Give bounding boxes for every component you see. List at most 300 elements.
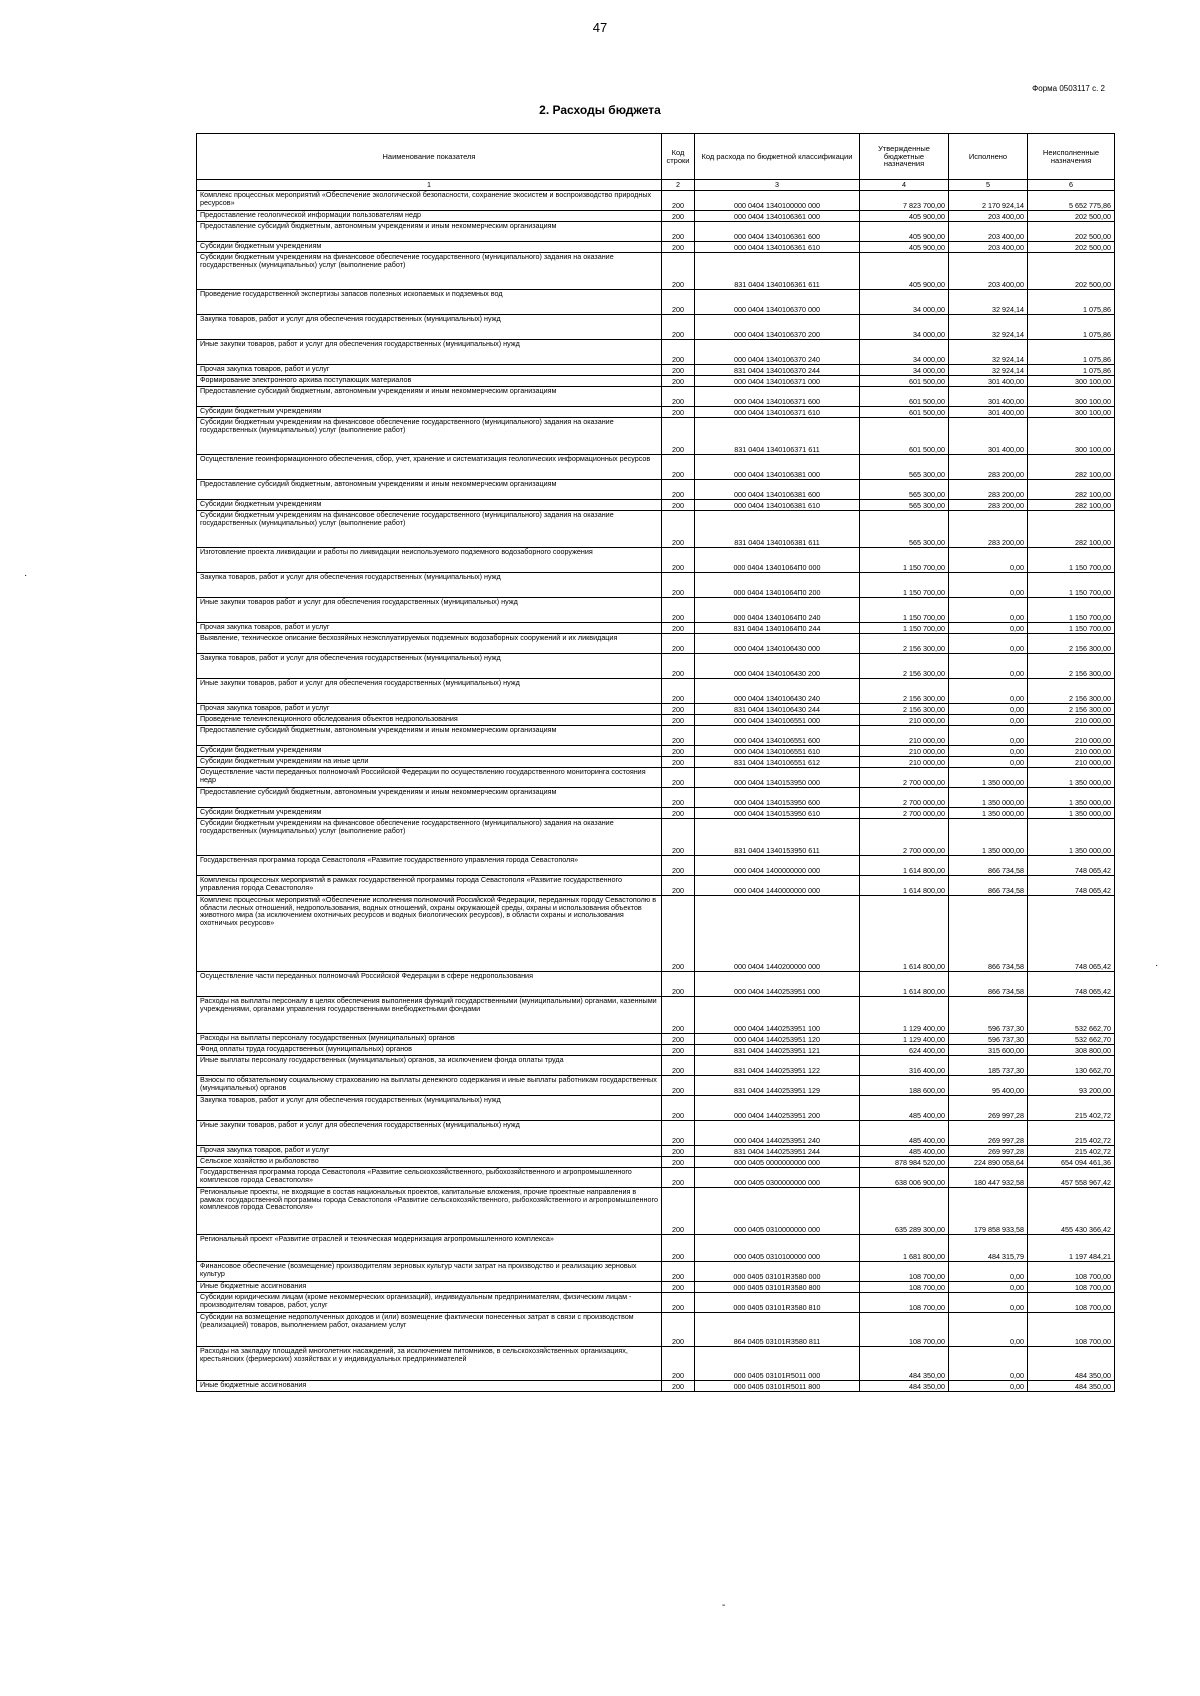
row-line-code: 200 <box>662 1282 695 1293</box>
row-line-code: 200 <box>662 1096 695 1121</box>
table-row <box>197 1076 1115 1096</box>
row-classification-code: 000 0404 1340106551 000 <box>695 715 860 726</box>
table-row <box>197 788 1115 808</box>
row-approved: 1 614 800,00 <box>860 972 949 997</box>
row-name: Субсидии бюджетным учреждениям <box>197 407 662 418</box>
row-approved: 635 289 300,00 <box>860 1188 949 1235</box>
row-line-code: 200 <box>662 548 695 573</box>
table-row <box>197 808 1115 819</box>
row-name: Субсидии бюджетным учреждениям на иные цели <box>197 757 662 768</box>
table-row <box>197 997 1115 1034</box>
row-classification-code: 000 0405 03101R5011 000 <box>695 1347 860 1381</box>
row-name: Иные закупки товаров, работ и услуг для обеспечения государственных (муниципальных) нужд <box>197 1121 662 1146</box>
row-approved: 484 350,00 <box>860 1347 949 1381</box>
row-unexecuted: 300 100,00 <box>1028 407 1115 418</box>
row-unexecuted: 108 700,00 <box>1028 1262 1115 1282</box>
row-name: Предоставление субсидий бюджетным, автономным учреждениям и иным некоммерческим организациям <box>197 387 662 407</box>
row-classification-code: 831 0404 1340106381 611 <box>695 511 860 548</box>
row-name: Прочая закупка товаров, работ и услуг <box>197 704 662 715</box>
row-name: Предоставление субсидий бюджетным, автономным учреждениям и иным некоммерческим организациям <box>197 222 662 242</box>
row-name: Осуществление части переданных полномочий Российской Федерации по осуществлению государственного мониторинга состояния недр <box>197 768 662 788</box>
row-approved: 108 700,00 <box>860 1282 949 1293</box>
row-executed: 203 400,00 <box>949 222 1028 242</box>
row-line-code: 200 <box>662 455 695 480</box>
row-executed: 0,00 <box>949 757 1028 768</box>
row-line-code: 200 <box>662 726 695 746</box>
row-unexecuted: 300 100,00 <box>1028 376 1115 387</box>
row-approved: 1 150 700,00 <box>860 548 949 573</box>
row-classification-code: 000 0404 1340100000 000 <box>695 191 860 211</box>
row-classification-code: 000 0404 13401064П0 000 <box>695 548 860 573</box>
row-executed: 0,00 <box>949 704 1028 715</box>
row-unexecuted: 108 700,00 <box>1028 1313 1115 1347</box>
row-unexecuted: 108 700,00 <box>1028 1293 1115 1313</box>
row-line-code: 200 <box>662 623 695 634</box>
row-line-code: 200 <box>662 856 695 876</box>
row-executed: 0,00 <box>949 1293 1028 1313</box>
row-executed: 32 924,14 <box>949 315 1028 340</box>
table-row <box>197 856 1115 876</box>
row-classification-code: 000 0404 1340106371 600 <box>695 387 860 407</box>
row-executed: 185 737,30 <box>949 1056 1028 1076</box>
column-number: 3 <box>695 180 860 191</box>
table-row <box>197 1034 1115 1045</box>
row-name: Комплекс процессных мероприятий «Обеспечение экологической безопасности, сохранение экосистем и воспроизводство природных ресурсов» <box>197 191 662 211</box>
table-row <box>197 407 1115 418</box>
row-unexecuted: 202 500,00 <box>1028 211 1115 222</box>
row-unexecuted: 457 558 967,42 <box>1028 1168 1115 1188</box>
table-row <box>197 746 1115 757</box>
table-row <box>197 1146 1115 1157</box>
row-approved: 2 156 300,00 <box>860 634 949 654</box>
row-classification-code: 000 0404 1340106430 240 <box>695 679 860 704</box>
row-unexecuted: 300 100,00 <box>1028 387 1115 407</box>
row-name: Закупка товаров, работ и услуг для обеспечения государственных (муниципальных) нужд <box>197 1096 662 1121</box>
row-name: Субсидии на возмещение недополученных доходов и (или) возмещение фактически понесенных затрат в связи с производством (реализацией) товаров, выполнением работ, оказанием услуг <box>197 1313 662 1347</box>
row-classification-code: 831 0404 1340106371 611 <box>695 418 860 455</box>
row-approved: 2 156 300,00 <box>860 679 949 704</box>
row-approved: 485 400,00 <box>860 1121 949 1146</box>
row-executed: 224 890 058,64 <box>949 1157 1028 1168</box>
column-number: 6 <box>1028 180 1115 191</box>
row-approved: 2 700 000,00 <box>860 768 949 788</box>
row-approved: 1 129 400,00 <box>860 1034 949 1045</box>
row-approved: 405 900,00 <box>860 211 949 222</box>
column-number: 5 <box>949 180 1028 191</box>
row-approved: 484 350,00 <box>860 1381 949 1392</box>
row-classification-code: 000 0404 1340106551 610 <box>695 746 860 757</box>
row-classification-code: 831 0404 1340106370 244 <box>695 365 860 376</box>
row-name: Расходы на выплаты персоналу в целях обеспечения выполнения функций государственными (муниципальными) органами, казенными учреждениями, органами управления государственными внебюджетными фондами <box>197 997 662 1034</box>
row-unexecuted: 1 350 000,00 <box>1028 768 1115 788</box>
row-executed: 32 924,14 <box>949 365 1028 376</box>
row-line-code: 200 <box>662 768 695 788</box>
row-unexecuted: 5 652 775,86 <box>1028 191 1115 211</box>
row-executed: 283 200,00 <box>949 480 1028 500</box>
table-row <box>197 548 1115 573</box>
row-unexecuted: 484 350,00 <box>1028 1381 1115 1392</box>
row-name: Предоставление субсидий бюджетным, автономным учреждениям и иным некоммерческим организациям <box>197 788 662 808</box>
row-unexecuted: 1 075,86 <box>1028 315 1115 340</box>
row-unexecuted: 282 100,00 <box>1028 455 1115 480</box>
row-unexecuted: 93 200,00 <box>1028 1076 1115 1096</box>
row-executed: 1 350 000,00 <box>949 788 1028 808</box>
row-line-code: 200 <box>662 1347 695 1381</box>
row-classification-code: 000 0404 1340106361 000 <box>695 211 860 222</box>
row-executed: 203 400,00 <box>949 242 1028 253</box>
row-unexecuted: 1 150 700,00 <box>1028 548 1115 573</box>
row-approved: 1 150 700,00 <box>860 623 949 634</box>
table-row <box>197 573 1115 598</box>
row-classification-code: 000 0404 1440253951 000 <box>695 972 860 997</box>
row-executed: 283 200,00 <box>949 500 1028 511</box>
row-unexecuted: 215 402,72 <box>1028 1096 1115 1121</box>
row-unexecuted: 1 075,86 <box>1028 290 1115 315</box>
row-classification-code: 831 0404 1440253951 129 <box>695 1076 860 1096</box>
row-line-code: 200 <box>662 715 695 726</box>
row-executed: 866 734,58 <box>949 856 1028 876</box>
row-name: Иные закупки товаров работ и услуг для обеспечения государственных (муниципальных) нужд <box>197 598 662 623</box>
row-name: Расходы на выплаты персоналу государственных (муниципальных) органов <box>197 1034 662 1045</box>
row-executed: 301 400,00 <box>949 407 1028 418</box>
row-name: Финансовое обеспечение (возмещение) производителям зерновых культур части затрат на производство и реализацию зерновых культур <box>197 1262 662 1282</box>
row-name: Комплекс процессных мероприятий «Обеспечение исполнения полномочий Российской Федерации, переданных городу Севастополю в области лесных отношений, недропользования, водных отношений, охраны окружающей среды, охраны и использования объектов животного мира (за исключением охотничьих ресурсов и водных биологических ресурсов), в области охраны и использования охотничьих ресурсов» <box>197 896 662 972</box>
table-row <box>197 1262 1115 1282</box>
table-row <box>197 1235 1115 1262</box>
row-classification-code: 000 0404 1340106551 600 <box>695 726 860 746</box>
row-name: Сельское хозяйство и рыболовство <box>197 1157 662 1168</box>
row-unexecuted: 748 065,42 <box>1028 876 1115 896</box>
row-line-code: 200 <box>662 290 695 315</box>
row-approved: 2 700 000,00 <box>860 788 949 808</box>
row-executed: 484 315,79 <box>949 1235 1028 1262</box>
row-approved: 565 300,00 <box>860 511 949 548</box>
row-line-code: 200 <box>662 757 695 768</box>
row-executed: 0,00 <box>949 1262 1028 1282</box>
table-row <box>197 480 1115 500</box>
row-executed: 866 734,58 <box>949 972 1028 997</box>
row-line-code: 200 <box>662 340 695 365</box>
row-name: Проведение государственной экспертизы запасов полезных ископаемых и подземных вод <box>197 290 662 315</box>
row-classification-code: 000 0405 03101R3580 810 <box>695 1293 860 1313</box>
row-name: Государственная программа города Севастополя «Развитие государственного управления города Севастополя» <box>197 856 662 876</box>
row-executed: 32 924,14 <box>949 340 1028 365</box>
row-line-code: 200 <box>662 1034 695 1045</box>
row-name: Прочая закупка товаров, работ и услуг <box>197 1146 662 1157</box>
row-executed: 0,00 <box>949 573 1028 598</box>
row-unexecuted: 1 150 700,00 <box>1028 623 1115 634</box>
page-number: 47 <box>592 20 608 35</box>
row-classification-code: 831 0404 1440253951 122 <box>695 1056 860 1076</box>
row-name: Проведение телеинспекционного обследования объектов недропользования <box>197 715 662 726</box>
table-row <box>197 1381 1115 1392</box>
row-line-code: 200 <box>662 896 695 972</box>
row-approved: 601 500,00 <box>860 376 949 387</box>
row-executed: 95 400,00 <box>949 1076 1028 1096</box>
col-header-line-code: Код строки <box>662 134 695 180</box>
row-executed: 269 997,28 <box>949 1146 1028 1157</box>
row-classification-code: 000 0404 1400000000 000 <box>695 856 860 876</box>
row-approved: 108 700,00 <box>860 1262 949 1282</box>
table-row <box>197 654 1115 679</box>
table-row <box>197 1347 1115 1381</box>
row-unexecuted: 1 350 000,00 <box>1028 788 1115 808</box>
column-number: 2 <box>662 180 695 191</box>
row-executed: 2 170 924,14 <box>949 191 1028 211</box>
row-approved: 1 681 800,00 <box>860 1235 949 1262</box>
row-name: Закупка товаров, работ и услуг для обеспечения государственных (муниципальных) нужд <box>197 573 662 598</box>
table-row <box>197 253 1115 290</box>
table-row <box>197 1313 1115 1347</box>
row-approved: 1 150 700,00 <box>860 598 949 623</box>
row-classification-code: 000 0404 1340106371 610 <box>695 407 860 418</box>
row-unexecuted: 1 075,86 <box>1028 340 1115 365</box>
table-row <box>197 876 1115 896</box>
row-approved: 1 614 800,00 <box>860 876 949 896</box>
row-executed: 1 350 000,00 <box>949 819 1028 856</box>
table-row <box>197 634 1115 654</box>
row-classification-code: 831 0404 1440253951 244 <box>695 1146 860 1157</box>
row-executed: 0,00 <box>949 1347 1028 1381</box>
row-line-code: 200 <box>662 1157 695 1168</box>
row-line-code: 200 <box>662 1076 695 1096</box>
row-classification-code: 000 0404 1440253951 200 <box>695 1096 860 1121</box>
row-approved: 188 600,00 <box>860 1076 949 1096</box>
row-executed: 283 200,00 <box>949 455 1028 480</box>
row-classification-code: 000 0404 1440253951 240 <box>695 1121 860 1146</box>
row-classification-code: 831 0404 1340106361 611 <box>695 253 860 290</box>
row-name: Субсидии бюджетным учреждениям <box>197 808 662 819</box>
row-unexecuted: 210 000,00 <box>1028 715 1115 726</box>
row-unexecuted: 215 402,72 <box>1028 1146 1115 1157</box>
row-executed: 179 858 933,58 <box>949 1188 1028 1235</box>
row-unexecuted: 748 065,42 <box>1028 896 1115 972</box>
table-row <box>197 896 1115 972</box>
row-approved: 1 614 800,00 <box>860 856 949 876</box>
table-row <box>197 211 1115 222</box>
row-unexecuted: 210 000,00 <box>1028 746 1115 757</box>
row-approved: 2 156 300,00 <box>860 704 949 715</box>
row-unexecuted: 300 100,00 <box>1028 418 1115 455</box>
row-approved: 34 000,00 <box>860 290 949 315</box>
row-approved: 34 000,00 <box>860 365 949 376</box>
row-unexecuted: 654 094 461,36 <box>1028 1157 1115 1168</box>
row-classification-code: 000 0404 1440253951 120 <box>695 1034 860 1045</box>
row-approved: 565 300,00 <box>860 455 949 480</box>
row-classification-code: 000 0404 1340106381 610 <box>695 500 860 511</box>
row-name: Субсидии бюджетным учреждениям на финансовое обеспечение государственного (муниципального) задания на оказание государственных (муниципальных) услуг (выполнение работ) <box>197 418 662 455</box>
row-executed: 0,00 <box>949 679 1028 704</box>
row-unexecuted: 532 662,70 <box>1028 997 1115 1034</box>
row-executed: 0,00 <box>949 623 1028 634</box>
row-classification-code: 000 0404 13401064П0 200 <box>695 573 860 598</box>
row-unexecuted: 484 350,00 <box>1028 1347 1115 1381</box>
row-executed: 596 737,30 <box>949 1034 1028 1045</box>
col-header-approved: Утвержденные бюджетные назначения <box>860 134 949 180</box>
row-executed: 0,00 <box>949 1282 1028 1293</box>
table-row <box>197 715 1115 726</box>
row-line-code: 200 <box>662 315 695 340</box>
row-name: Прочая закупка товаров, работ и услуг <box>197 623 662 634</box>
row-executed: 203 400,00 <box>949 211 1028 222</box>
table-row <box>197 418 1115 455</box>
row-line-code: 200 <box>662 365 695 376</box>
row-approved: 34 000,00 <box>860 315 949 340</box>
row-name: Региональный проект «Развитие отраслей и техническая модернизация агропромышленного комплекса» <box>197 1235 662 1262</box>
table-row <box>197 1293 1115 1313</box>
row-classification-code: 000 0404 1340153950 610 <box>695 808 860 819</box>
table-row <box>197 598 1115 623</box>
row-name: Комплексы процессных мероприятий в рамках государственной программы города Севастополя «Развитие государственного управления города Севастополя» <box>197 876 662 896</box>
row-line-code: 200 <box>662 746 695 757</box>
table-body <box>197 191 1115 1392</box>
row-executed: 0,00 <box>949 746 1028 757</box>
row-approved: 601 500,00 <box>860 407 949 418</box>
row-line-code: 200 <box>662 1293 695 1313</box>
table-row <box>197 1188 1115 1235</box>
scan-mark: · <box>24 570 28 581</box>
row-executed: 180 447 932,58 <box>949 1168 1028 1188</box>
row-unexecuted: 2 156 300,00 <box>1028 704 1115 715</box>
row-name: Фонд оплаты труда государственных (муниципальных) органов <box>197 1045 662 1056</box>
row-classification-code: 831 0404 1440253951 121 <box>695 1045 860 1056</box>
row-classification-code: 000 0404 1440253951 100 <box>695 997 860 1034</box>
row-name: Региональные проекты, не входящие в состав национальных проектов, капитальные вложения, прочие проектные направления в рамках государственной программы города Севастополя «Развитие сельскохозяйственного, рыбохозяйственного и агропромышленного комплексов города Севастополя» <box>197 1188 662 1235</box>
row-unexecuted: 532 662,70 <box>1028 1034 1115 1045</box>
row-approved: 565 300,00 <box>860 480 949 500</box>
row-approved: 108 700,00 <box>860 1293 949 1313</box>
row-unexecuted: 1 350 000,00 <box>1028 808 1115 819</box>
row-line-code: 200 <box>662 704 695 715</box>
row-classification-code: 000 0404 1440000000 000 <box>695 876 860 896</box>
row-executed: 0,00 <box>949 1381 1028 1392</box>
row-executed: 301 400,00 <box>949 376 1028 387</box>
row-name: Прочая закупка товаров, работ и услуг <box>197 365 662 376</box>
col-header-name: Наименование показателя <box>197 134 662 180</box>
row-unexecuted: 130 662,70 <box>1028 1056 1115 1076</box>
row-approved: 601 500,00 <box>860 387 949 407</box>
row-unexecuted: 1 197 484,21 <box>1028 1235 1115 1262</box>
row-name: Закупка товаров, работ и услуг для обеспечения государственных (муниципальных) нужд <box>197 315 662 340</box>
row-line-code: 200 <box>662 808 695 819</box>
row-line-code: 200 <box>662 1121 695 1146</box>
row-executed: 0,00 <box>949 654 1028 679</box>
expenses-table <box>196 133 1115 1392</box>
row-line-code: 200 <box>662 387 695 407</box>
row-executed: 0,00 <box>949 548 1028 573</box>
row-classification-code: 000 0404 1340106370 000 <box>695 290 860 315</box>
table-row <box>197 455 1115 480</box>
row-approved: 485 400,00 <box>860 1146 949 1157</box>
row-unexecuted: 202 500,00 <box>1028 253 1115 290</box>
row-unexecuted: 2 156 300,00 <box>1028 654 1115 679</box>
row-name: Предоставление геологической информации пользователям недр <box>197 211 662 222</box>
row-classification-code: 000 0404 1340106370 200 <box>695 315 860 340</box>
row-classification-code: 000 0404 1340106370 240 <box>695 340 860 365</box>
row-name: Иные бюджетные ассигнования <box>197 1282 662 1293</box>
row-executed: 315 600,00 <box>949 1045 1028 1056</box>
row-approved: 210 000,00 <box>860 746 949 757</box>
row-executed: 269 997,28 <box>949 1096 1028 1121</box>
row-classification-code: 864 0405 03101R3580 811 <box>695 1313 860 1347</box>
row-approved: 34 000,00 <box>860 340 949 365</box>
table-row <box>197 1168 1115 1188</box>
row-unexecuted: 1 150 700,00 <box>1028 573 1115 598</box>
row-line-code: 200 <box>662 1262 695 1282</box>
table-row <box>197 768 1115 788</box>
row-approved: 2 700 000,00 <box>860 819 949 856</box>
row-unexecuted: 282 100,00 <box>1028 500 1115 511</box>
row-approved: 1 129 400,00 <box>860 997 949 1034</box>
row-line-code: 200 <box>662 1168 695 1188</box>
row-classification-code: 000 0405 0310000000 000 <box>695 1188 860 1235</box>
row-classification-code: 000 0404 1340106430 000 <box>695 634 860 654</box>
table-row <box>197 819 1115 856</box>
row-line-code: 200 <box>662 573 695 598</box>
row-approved: 108 700,00 <box>860 1313 949 1347</box>
table-row <box>197 679 1115 704</box>
scan-mark: · <box>1155 960 1159 971</box>
row-classification-code: 000 0405 0310100000 000 <box>695 1235 860 1262</box>
row-line-code: 200 <box>662 418 695 455</box>
row-line-code: 200 <box>662 598 695 623</box>
row-line-code: 200 <box>662 1235 695 1262</box>
row-executed: 866 734,58 <box>949 896 1028 972</box>
row-approved: 878 984 520,00 <box>860 1157 949 1168</box>
row-line-code: 200 <box>662 1056 695 1076</box>
row-approved: 2 156 300,00 <box>860 654 949 679</box>
row-line-code: 200 <box>662 997 695 1034</box>
row-classification-code: 000 0405 0300000000 000 <box>695 1168 860 1188</box>
row-executed: 269 997,28 <box>949 1121 1028 1146</box>
row-classification-code: 000 0404 1340153950 000 <box>695 768 860 788</box>
row-name: Субсидии бюджетным учреждениям <box>197 746 662 757</box>
row-classification-code: 000 0404 1440200000 000 <box>695 896 860 972</box>
row-name: Осуществление части переданных полномочий Российской Федерации в сфере недропользования <box>197 972 662 997</box>
row-classification-code: 831 0404 1340153950 611 <box>695 819 860 856</box>
table-row <box>197 1056 1115 1076</box>
row-executed: 32 924,14 <box>949 290 1028 315</box>
row-classification-code: 000 0405 0000000000 000 <box>695 1157 860 1168</box>
row-approved: 565 300,00 <box>860 500 949 511</box>
row-approved: 1 150 700,00 <box>860 573 949 598</box>
row-unexecuted: 1 150 700,00 <box>1028 598 1115 623</box>
row-name: Субсидии юридическим лицам (кроме некоммерческих организаций), индивидуальным предпринимателям, физическим лицам - производителям товаров, работ, услуг <box>197 1293 662 1313</box>
row-executed: 1 350 000,00 <box>949 768 1028 788</box>
row-classification-code: 000 0404 1340106361 600 <box>695 222 860 242</box>
row-executed: 0,00 <box>949 726 1028 746</box>
row-classification-code: 000 0405 03101R3580 800 <box>695 1282 860 1293</box>
row-classification-code: 000 0404 1340153950 600 <box>695 788 860 808</box>
row-name: Субсидии бюджетным учреждениям <box>197 500 662 511</box>
table-row <box>197 315 1115 340</box>
row-line-code: 200 <box>662 654 695 679</box>
row-line-code: 200 <box>662 407 695 418</box>
row-unexecuted: 202 500,00 <box>1028 222 1115 242</box>
row-name: Государственная программа города Севастополя «Развитие сельскохозяйственного, рыбохозяйственного и агропромышленного комплексов города Севастополя» <box>197 1168 662 1188</box>
row-approved: 405 900,00 <box>860 242 949 253</box>
row-unexecuted: 748 065,42 <box>1028 972 1115 997</box>
row-unexecuted: 210 000,00 <box>1028 726 1115 746</box>
row-executed: 596 737,30 <box>949 997 1028 1034</box>
form-code: Форма 0503117 с. 2 <box>1032 84 1105 93</box>
row-line-code: 200 <box>662 634 695 654</box>
row-name: Предоставление субсидий бюджетным, автономным учреждениям и иным некоммерческим организациям <box>197 726 662 746</box>
column-number: 1 <box>197 180 662 191</box>
row-approved: 316 400,00 <box>860 1056 949 1076</box>
row-name: Иные бюджетные ассигнования <box>197 1381 662 1392</box>
table-row <box>197 365 1115 376</box>
